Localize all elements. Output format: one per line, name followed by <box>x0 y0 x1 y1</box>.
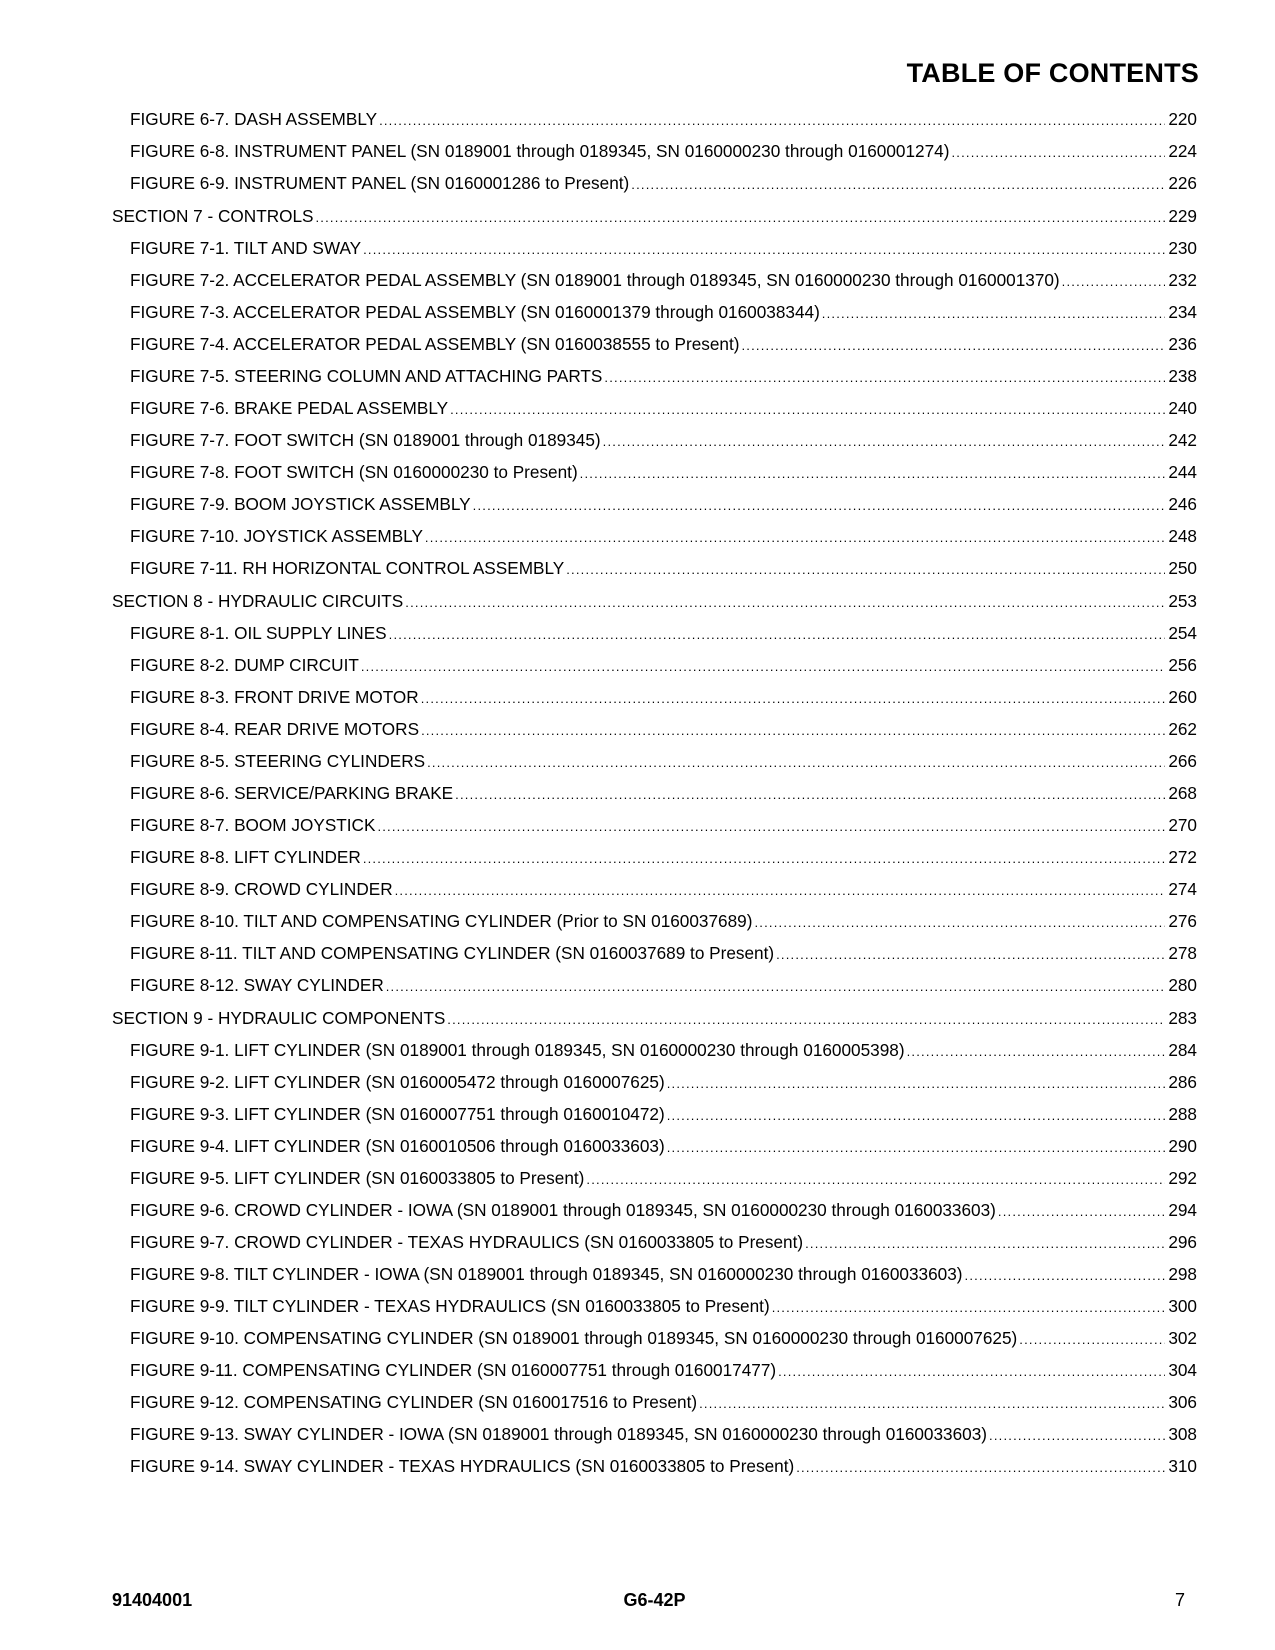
toc-figure-entry[interactable] <box>112 270 1197 291</box>
toc-figure-entry[interactable] <box>112 943 1197 964</box>
toc-entry-page: 266 <box>1168 751 1197 771</box>
dot-leader <box>455 784 1165 805</box>
toc-entry-page: 300 <box>1168 1296 1197 1316</box>
toc-entry-label: FIGURE 7-10. JOYSTICK ASSEMBLY <box>130 526 423 546</box>
toc-entry-label: FIGURE 9-12. COMPENSATING CYLINDER (SN 0160017516 to Present) <box>130 1392 698 1412</box>
toc-entry-page: 254 <box>1168 623 1197 643</box>
toc-entry-page: 308 <box>1168 1424 1197 1444</box>
dot-leader <box>772 1297 1166 1318</box>
toc-figure-entry[interactable] <box>112 462 1197 483</box>
toc-entry-page: 278 <box>1168 943 1197 963</box>
toc-entry-label: FIGURE 9-3. LIFT CYLINDER (SN 0160007751 through 0160010472) <box>130 1104 665 1124</box>
dot-leader <box>425 527 1165 548</box>
toc-entry-label: FIGURE 9-10. COMPENSATING CYLINDER (SN 0189001 through 0189345, SN 0160000230 through 0160007625) <box>130 1328 1018 1348</box>
toc-entry-page: 260 <box>1168 687 1197 707</box>
toc-figure-entry[interactable] <box>112 623 1197 644</box>
dot-leader <box>603 431 1166 452</box>
dot-leader <box>1019 1329 1165 1350</box>
dot-leader <box>699 1393 1165 1414</box>
toc-figure-entry[interactable] <box>112 783 1197 804</box>
dot-leader <box>1062 271 1166 292</box>
toc-entry-page: 256 <box>1168 655 1197 675</box>
toc-figure-entry[interactable] <box>112 1296 1197 1317</box>
toc-figure-entry[interactable] <box>112 430 1197 451</box>
toc-entry-label: FIGURE 7-6. BRAKE PEDAL ASSEMBLY <box>130 398 449 418</box>
toc-figure-entry[interactable] <box>112 879 1197 900</box>
toc-figure-entry[interactable] <box>112 1328 1197 1349</box>
toc-entry-label: FIGURE 9-2. LIFT CYLINDER (SN 0160005472 through 0160007625) <box>130 1072 665 1092</box>
toc-figure-entry[interactable] <box>112 815 1197 836</box>
dot-leader <box>361 656 1165 677</box>
toc-entry-page: 262 <box>1168 719 1197 739</box>
toc-entry-label: FIGURE 9-9. TILT CYLINDER - TEXAS HYDRAULICS (SN 0160033805 to Present) <box>130 1296 770 1316</box>
dot-leader <box>580 463 1166 484</box>
toc-entry-label: FIGURE 7-8. FOOT SWITCH (SN 0160000230 to Present) <box>130 462 578 482</box>
toc-figure-entry[interactable] <box>112 366 1197 387</box>
toc-figure-entry[interactable] <box>112 1424 1197 1445</box>
toc-entry-label: FIGURE 8-12. SWAY CYLINDER <box>130 975 384 995</box>
toc-entry-page: 284 <box>1168 1040 1197 1060</box>
toc-figure-entry[interactable] <box>112 494 1197 515</box>
toc-entry-label: FIGURE 8-1. OIL SUPPLY LINES <box>130 623 387 643</box>
toc-entry-label: FIGURE 8-11. TILT AND COMPENSATING CYLINDER (SN 0160037689 to Present) <box>130 943 775 963</box>
toc-entry-label: FIGURE 9-7. CROWD CYLINDER - TEXAS HYDRAULICS (SN 0160033805 to Present) <box>130 1232 804 1252</box>
toc-entry-page: 253 <box>1168 591 1197 611</box>
toc-entry-label: FIGURE 8-7. BOOM JOYSTICK <box>130 815 376 835</box>
toc-entry-page: 298 <box>1168 1264 1197 1284</box>
dot-leader <box>427 752 1165 773</box>
toc-entry-page: 250 <box>1168 558 1197 578</box>
dot-leader <box>741 335 1165 356</box>
document-number: 91404001 <box>112 1590 193 1610</box>
page-number: 7 <box>1174 1590 1185 1610</box>
toc-entry-label: FIGURE 8-2. DUMP CIRCUIT <box>130 655 359 675</box>
toc-entry-page: 283 <box>1168 1008 1197 1028</box>
dot-leader <box>363 848 1166 869</box>
toc-entry-page: 274 <box>1168 879 1197 899</box>
toc-figure-entry[interactable] <box>112 975 1197 996</box>
toc-entry-label: FIGURE 7-4. ACCELERATOR PEDAL ASSEMBLY (SN 0160038555 to Present) <box>130 334 740 354</box>
toc-entry-page: 290 <box>1168 1136 1197 1156</box>
toc-entry-label: SECTION 9 - HYDRAULIC COMPONENTS <box>112 1008 446 1028</box>
toc-figure-entry[interactable] <box>112 1456 1197 1477</box>
toc-figure-entry[interactable] <box>112 719 1197 740</box>
toc-figure-entry[interactable] <box>112 1040 1197 1061</box>
toc-entry-page: 234 <box>1168 302 1197 322</box>
toc-entry-label: FIGURE 7-3. ACCELERATOR PEDAL ASSEMBLY (SN 0160001379 through 0160038344) <box>130 302 820 322</box>
toc-figure-entry[interactable] <box>112 526 1197 547</box>
toc-figure-entry[interactable] <box>112 1232 1197 1253</box>
toc-figure-entry[interactable] <box>112 1200 1197 1221</box>
dot-leader <box>951 142 1165 163</box>
dot-leader <box>379 110 1165 131</box>
toc-entry-page: 280 <box>1168 975 1197 995</box>
toc-figure-entry[interactable] <box>112 1136 1197 1157</box>
toc-entry-label: SECTION 7 - CONTROLS <box>112 206 314 226</box>
toc-entry-page: 302 <box>1168 1328 1197 1348</box>
dot-leader <box>405 592 1165 613</box>
toc-entry-page: 224 <box>1168 141 1197 161</box>
toc-figure-entry[interactable] <box>112 238 1197 259</box>
toc-entry-page: 294 <box>1168 1200 1197 1220</box>
toc-figure-entry[interactable] <box>112 687 1197 708</box>
toc-entry-page: 246 <box>1168 494 1197 514</box>
dot-leader <box>805 1233 1165 1254</box>
toc-entry-label: FIGURE 9-1. LIFT CYLINDER (SN 0189001 through 0189345, SN 0160000230 through 0160005398) <box>130 1040 905 1060</box>
toc-entry-page: 226 <box>1168 173 1197 193</box>
toc-figure-entry[interactable] <box>112 1072 1197 1093</box>
dot-leader <box>386 976 1166 997</box>
toc-entry-label: FIGURE 7-7. FOOT SWITCH (SN 0189001 through 0189345) <box>130 430 601 450</box>
toc-entry-page: 242 <box>1168 430 1197 450</box>
toc-entry-page: 220 <box>1168 109 1197 129</box>
toc-section-entry[interactable] <box>112 206 1197 227</box>
toc-entry-page: 310 <box>1168 1456 1197 1476</box>
toc-entry-page: 272 <box>1168 847 1197 867</box>
toc-entry-page: 306 <box>1168 1392 1197 1412</box>
dot-leader <box>907 1041 1166 1062</box>
toc-figure-entry[interactable] <box>112 1168 1197 1189</box>
toc-section-entry[interactable] <box>112 591 1197 612</box>
toc-entry-label: FIGURE 9-11. COMPENSATING CYLINDER (SN 0160007751 through 0160017477) <box>130 1360 777 1380</box>
toc-entry-page: 270 <box>1168 815 1197 835</box>
dot-leader <box>667 1105 1166 1126</box>
toc-figure-entry[interactable] <box>112 334 1197 355</box>
toc-entry-label: FIGURE 7-11. RH HORIZONTAL CONTROL ASSEMBLY <box>130 558 565 578</box>
toc-figure-entry[interactable] <box>112 847 1197 868</box>
toc-figure-entry[interactable] <box>112 302 1197 323</box>
dot-leader <box>421 720 1165 741</box>
dot-leader <box>377 816 1165 837</box>
toc-figure-entry[interactable] <box>112 1104 1197 1125</box>
toc-entry-page: 276 <box>1168 911 1197 931</box>
dot-leader <box>796 1457 1165 1478</box>
toc-figure-entry[interactable] <box>112 173 1197 194</box>
toc-entry-page: 292 <box>1168 1168 1197 1188</box>
dot-leader <box>754 912 1165 933</box>
toc-entry-label: FIGURE 9-5. LIFT CYLINDER (SN 0160033805 to Present) <box>130 1168 585 1188</box>
toc-figure-entry[interactable] <box>112 558 1197 579</box>
dot-leader <box>586 1169 1165 1190</box>
toc-entry-page: 244 <box>1168 462 1197 482</box>
toc-entry-label: FIGURE 7-1. TILT AND SWAY <box>130 238 362 258</box>
toc-entry-page: 238 <box>1168 366 1197 386</box>
toc-entry-label: SECTION 8 - HYDRAULIC CIRCUITS <box>112 591 404 611</box>
toc-entry-label: FIGURE 6-8. INSTRUMENT PANEL (SN 0189001 through 0189345, SN 0160000230 through 0160001274) <box>130 141 950 161</box>
dot-leader <box>822 303 1166 324</box>
toc-entry-page: 296 <box>1168 1232 1197 1252</box>
toc-entry-label: FIGURE 8-8. LIFT CYLINDER <box>130 847 361 867</box>
toc-entry-label: FIGURE 7-2. ACCELERATOR PEDAL ASSEMBLY (SN 0189001 through 0189345, SN 0160000230 through 0160001370) <box>130 270 1060 290</box>
dot-leader <box>363 239 1165 260</box>
toc-figure-entry[interactable] <box>112 751 1197 772</box>
toc-entry-label: FIGURE 9-8. TILT CYLINDER - IOWA (SN 0189001 through 0189345, SN 0160000230 through 0160033603) <box>130 1264 963 1284</box>
toc-entry-label: FIGURE 8-9. CROWD CYLINDER <box>130 879 393 899</box>
toc-entry-page: 232 <box>1168 270 1197 290</box>
dot-leader <box>631 174 1165 195</box>
toc-figure-entry[interactable] <box>112 141 1197 162</box>
toc-entry-page: 229 <box>1168 206 1197 226</box>
toc-entry-label: FIGURE 8-3. FRONT DRIVE MOTOR <box>130 687 419 707</box>
toc-entry-page: 288 <box>1168 1104 1197 1124</box>
toc-entry-page: 286 <box>1168 1072 1197 1092</box>
dot-leader <box>776 944 1165 965</box>
toc-entry-page: 268 <box>1168 783 1197 803</box>
toc-entry-page: 304 <box>1168 1360 1197 1380</box>
dot-leader <box>998 1201 1165 1222</box>
toc-figure-entry[interactable] <box>112 1360 1197 1381</box>
dot-leader <box>450 399 1165 420</box>
toc-figure-entry[interactable] <box>112 655 1197 676</box>
toc-entry-label: FIGURE 8-5. STEERING CYLINDERS <box>130 751 426 771</box>
toc-figure-entry[interactable] <box>112 109 1197 130</box>
dot-leader <box>316 207 1166 228</box>
dot-leader <box>566 559 1165 580</box>
dot-leader <box>473 495 1166 516</box>
toc-figure-entry[interactable] <box>112 1264 1197 1285</box>
dot-leader <box>604 367 1165 388</box>
toc-entry-page: 248 <box>1168 526 1197 546</box>
dot-leader <box>389 624 1166 645</box>
toc-entry-label: FIGURE 7-9. BOOM JOYSTICK ASSEMBLY <box>130 494 471 514</box>
dot-leader <box>667 1137 1166 1158</box>
dot-leader <box>395 880 1166 901</box>
toc-entry-page: 236 <box>1168 334 1197 354</box>
dot-leader <box>965 1265 1166 1286</box>
toc-entry-label: FIGURE 8-6. SERVICE/PARKING BRAKE <box>130 783 454 803</box>
toc-entry-label: FIGURE 6-9. INSTRUMENT PANEL (SN 0160001286 to Present) <box>130 173 630 193</box>
dot-leader <box>778 1361 1165 1382</box>
toc-entry-label: FIGURE 9-6. CROWD CYLINDER - IOWA (SN 0189001 through 0189345, SN 0160000230 through 0160033603) <box>130 1200 996 1220</box>
toc-figure-entry[interactable] <box>112 911 1197 932</box>
toc-entry-page: 240 <box>1168 398 1197 418</box>
toc-entry-label: FIGURE 8-10. TILT AND COMPENSATING CYLINDER (Prior to SN 0160037689) <box>130 911 753 931</box>
toc-figure-entry[interactable] <box>112 1392 1197 1413</box>
toc-figure-entry[interactable] <box>112 398 1197 419</box>
toc-entry-label: FIGURE 9-4. LIFT CYLINDER (SN 0160010506 through 0160033603) <box>130 1136 665 1156</box>
toc-entry-label: FIGURE 9-14. SWAY CYLINDER - TEXAS HYDRAULICS (SN 0160033805 to Present) <box>130 1456 795 1476</box>
dot-leader <box>667 1073 1166 1094</box>
toc-entry-label: FIGURE 6-7. DASH ASSEMBLY <box>130 109 378 129</box>
page-title: TABLE OF CONTENTS <box>906 58 1199 88</box>
toc-entry-label: FIGURE 9-13. SWAY CYLINDER - IOWA (SN 0189001 through 0189345, SN 0160000230 through 0160033603) <box>130 1424 988 1444</box>
toc-entry-page: 230 <box>1168 238 1197 258</box>
dot-leader <box>421 688 1166 709</box>
dot-leader <box>447 1009 1165 1030</box>
table-of-contents <box>112 109 1197 1488</box>
model-name: G6-42P <box>623 1590 686 1610</box>
toc-entry-label: FIGURE 8-4. REAR DRIVE MOTORS <box>130 719 420 739</box>
toc-entry-label: FIGURE 7-5. STEERING COLUMN AND ATTACHING PARTS <box>130 366 603 386</box>
dot-leader <box>989 1425 1165 1446</box>
toc-section-entry[interactable] <box>112 1008 1197 1029</box>
